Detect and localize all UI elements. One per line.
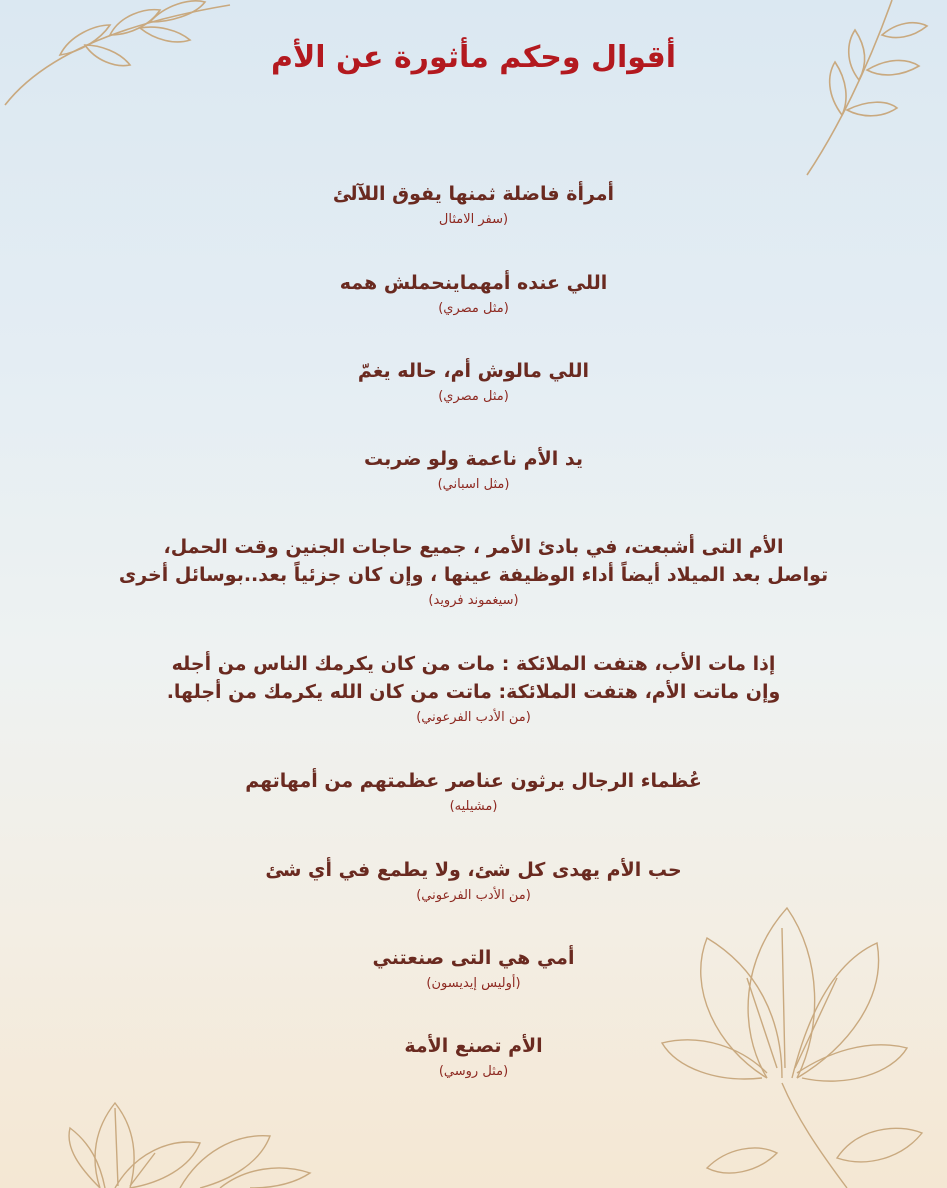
quote-text: أمرأة فاضلة ثمنها يفوق اللآلئ <box>332 183 615 205</box>
quote-text: وإن ماتت الأم، هتفت الملائكة: ماتت من كان الله يكرمك من أجلها. <box>166 681 781 703</box>
quote-source: (مثل مصري) <box>438 389 509 404</box>
quote-item <box>0 357 947 407</box>
leaf-branch-top-right <box>797 0 947 180</box>
quote-item <box>0 856 947 906</box>
quote-text: اللي مالوش أم، حاله يغمّ <box>357 360 590 382</box>
quote-source: (مثل روسي) <box>438 1064 509 1079</box>
quote-item <box>0 445 947 495</box>
quote-source: (مشيليه) <box>449 799 498 814</box>
quote-source: (سفر الامثال <box>438 212 509 227</box>
quote-source: (من الأدب الفرعوني) <box>416 888 531 903</box>
quote-text: الأم التى أشبعت، في بادئ الأمر ، جميع حاجات الجنين وقت الحمل، <box>163 536 784 558</box>
quote-text: تواصل بعد الميلاد أيضاً أداء الوظيفة عينها ، وإن كان جزئياً بعد..بوسائل أخرى <box>118 564 829 586</box>
quote-item <box>0 944 947 994</box>
quote-text: يد الأم ناعمة ولو ضربت <box>364 448 583 470</box>
quote-source: (مثل مصري) <box>438 301 509 316</box>
quote-item <box>0 767 947 817</box>
quote-text: عُظماء الرجال يرثون عناصر عظمتهم من أمهاتهم <box>245 770 702 792</box>
quote-item <box>0 269 947 319</box>
quote-item <box>0 180 947 230</box>
quote-source: (أوليس إيديسون) <box>426 976 521 991</box>
quote-source: (سيغموند فرويد) <box>428 593 519 608</box>
quote-item <box>0 1032 947 1082</box>
quote-source: (من الأدب الفرعوني) <box>416 710 531 725</box>
quote-item <box>0 650 947 728</box>
quote-text: أمي هي التى صنعتني <box>372 947 575 969</box>
quote-text: الأم تصنع الأمة <box>404 1035 543 1057</box>
flower-bottom-right <box>647 868 947 1188</box>
page-title: أقوال وحكم مأثورة عن الأم <box>270 40 677 75</box>
quote-text: حب الأم يهدى كل شئ، ولا يطمع في أي شئ <box>265 859 682 881</box>
quote-text: اللي عنده أمهماينحملش همه <box>339 272 608 294</box>
quote-source: (مثل اسباني) <box>437 477 510 492</box>
quote-item <box>0 533 947 611</box>
quote-text: إذا مات الأب، هتفت الملائكة : مات من كان يكرمك الناس من أجله <box>171 653 776 675</box>
